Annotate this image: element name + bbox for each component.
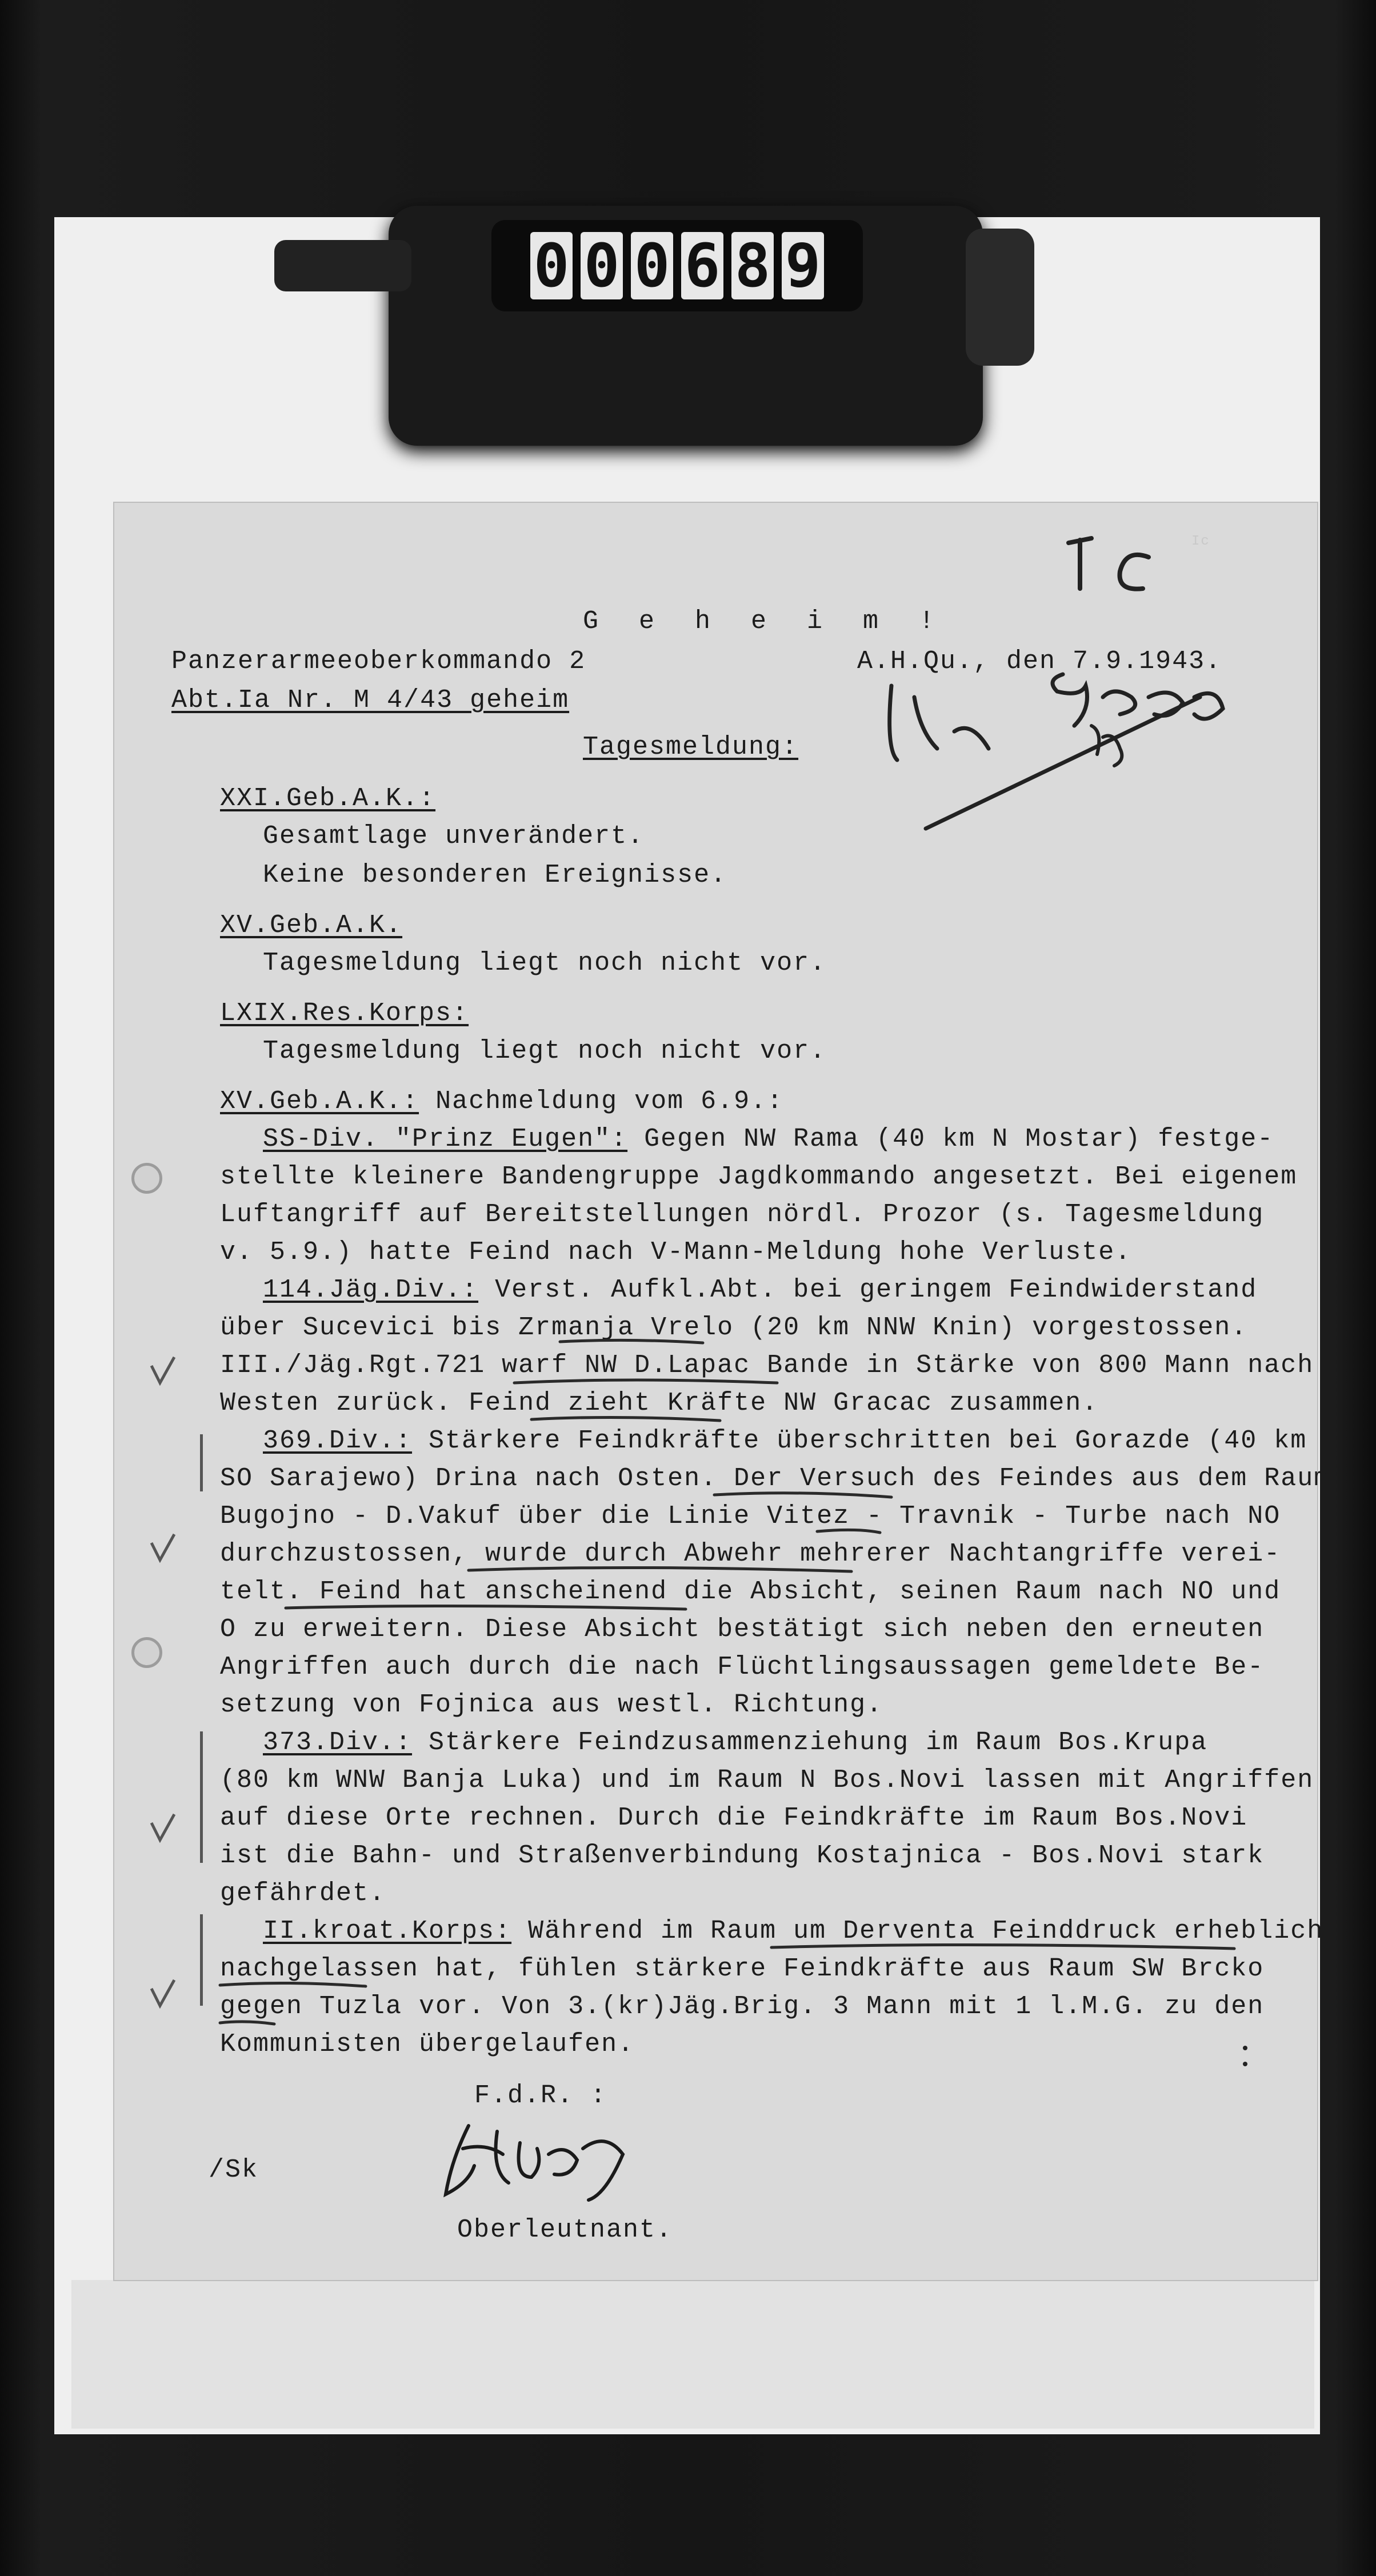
text-line: Angriffen auch durch die nach Flüchtlingsaussagen gemeldete Be- bbox=[220, 1653, 1265, 1682]
counter-digit: 6 bbox=[681, 232, 723, 299]
text-line: über Sucevici bis Zrmanja Vrelo (20 km NNW Knin) vorgestossen. bbox=[220, 1313, 1248, 1342]
section-heading-rest: Nachmeldung vom 6.9.: bbox=[419, 1087, 784, 1116]
text-line: Tagesmeldung liegt noch nicht vor. bbox=[263, 1037, 827, 1066]
text-line: III./Jäg.Rgt.721 warf NW D.Lapac Bande in Stärke von 800 Mann nach bbox=[220, 1351, 1314, 1380]
text-line: durchzustossen, wurde durch Abwehr mehrerer Nachtangriffe verei- bbox=[220, 1539, 1281, 1569]
margin-bracket bbox=[200, 1434, 203, 1491]
handwritten-ic-mark bbox=[1063, 526, 1211, 600]
signatory-rank: Oberleutnant. bbox=[457, 2215, 673, 2245]
text-line: v. 5.9.) hatte Feind nach V-Mann-Meldung hohe Verluste. bbox=[220, 1238, 1132, 1267]
div373-heading: 373.Div.: bbox=[263, 1728, 413, 1757]
text-line: gegen Tuzla vor. Von 3.(kr)Jäg.Brig. 3 Mann mit 1 l.M.G. zu den bbox=[220, 1992, 1265, 2021]
counter-digit: 0 bbox=[530, 232, 573, 299]
text-line: Gegen NW Rama (40 km N Mostar) festge- bbox=[627, 1125, 1274, 1154]
text-line: Stärkere Feindzusammenziehung im Raum Bos.Krupa bbox=[412, 1728, 1208, 1757]
text-line: ist die Bahn- und Straßenverbindung Kostajnica - Bos.Novi stark bbox=[220, 1841, 1265, 1870]
text-line: O zu erweitern. Diese Absicht bestätigt sich neben den erneuten bbox=[220, 1615, 1265, 1644]
counter-knob bbox=[966, 229, 1034, 366]
counter-digit: 9 bbox=[782, 232, 824, 299]
frame-counter-device bbox=[389, 206, 983, 446]
file-reference: Abt.Ia Nr. M 4/43 geheim bbox=[171, 686, 570, 715]
text-line: auf diese Orte rechnen. Durch die Feindkräfte im Raum Bos.Novi bbox=[220, 1803, 1248, 1833]
text-line: Während im Raum um Derventa Feinddruck erheblich bbox=[511, 1917, 1324, 1946]
counter-arm bbox=[274, 240, 411, 291]
issuer-line: Panzerarmeeoberkommando 2 bbox=[171, 647, 586, 676]
div369-line bbox=[263, 1425, 1307, 1457]
section-xv-nachmeldung bbox=[220, 1086, 783, 1118]
check-mark-icon bbox=[149, 1531, 177, 1566]
section-heading-xv2: XV.Geb.A.K.: bbox=[220, 1087, 419, 1116]
text-line: stellte kleinere Bandengruppe Jagdkommando angesetzt. Bei eigenem bbox=[220, 1162, 1298, 1191]
text-line: telt. Feind hat anscheinend die Absicht, seinen Raum nach NO und bbox=[220, 1577, 1281, 1606]
text-line: Kommunisten übergelaufen. bbox=[220, 2030, 635, 2059]
document-title: Tagesmeldung: bbox=[583, 733, 799, 762]
section-heading-xv: XV.Geb.A.K. bbox=[220, 911, 403, 940]
div114-heading: 114.Jäg.Div.: bbox=[263, 1275, 479, 1305]
check-mark-icon bbox=[149, 1354, 177, 1389]
text-line: Gesamtlage unverändert. bbox=[263, 822, 645, 851]
handwritten-signature bbox=[434, 2109, 674, 2206]
section-heading-lxix: LXIX.Res.Korps: bbox=[220, 999, 469, 1028]
check-mark-icon bbox=[149, 1811, 177, 1846]
ss-div-line bbox=[263, 1123, 1274, 1155]
text-line: SO Sarajewo) Drina nach Osten. Der Versuch des Feindes aus dem Raum bbox=[220, 1464, 1331, 1493]
text-line: Verst. Aufkl.Abt. bei geringem Feindwiderstand bbox=[478, 1275, 1258, 1305]
stamp-code: Ic bbox=[1191, 534, 1210, 549]
fdr-line: F.d.R. : bbox=[474, 2081, 607, 2110]
text-line: gefährdet. bbox=[220, 1879, 386, 1908]
scanner-backing-lower bbox=[71, 2280, 1314, 2429]
text-line: (80 km WNW Banja Luka) und im Raum N Bos.Novi lassen mit Angriffen bbox=[220, 1766, 1314, 1795]
text-line: Westen zurück. Feind zieht Kräfte NW Gracac zusammen. bbox=[220, 1389, 1099, 1418]
text-line: nachgelassen hat, fühlen stärkere Feindkräfte aus Raum SW Brcko bbox=[220, 1954, 1265, 1983]
text-line: Stärkere Feindkräfte überschritten bei Gorazde (40 km bbox=[412, 1426, 1307, 1455]
counter-digit: 0 bbox=[631, 232, 673, 299]
handwritten-initials bbox=[874, 663, 1343, 834]
section-heading-xxi: XXI.Geb.A.K.: bbox=[220, 784, 436, 813]
kroat-korps-line bbox=[263, 1915, 1323, 1947]
frame-counter-window bbox=[491, 220, 863, 311]
typist-initials: /Sk bbox=[209, 2155, 259, 2185]
punch-hole bbox=[131, 1637, 162, 1668]
classification-heading: G e h e i m ! bbox=[583, 607, 947, 636]
text-line: Bugojno - D.Vakuf über die Linie Vitez - Travnik - Turbe nach NO bbox=[220, 1502, 1281, 1531]
text-line: Luftangriff auf Bereitstellungen nördl. Prozor (s. Tagesmeldung bbox=[220, 1200, 1265, 1229]
margin-bracket bbox=[200, 1914, 203, 2006]
document-page bbox=[114, 503, 1331, 2280]
margin-bracket bbox=[200, 1731, 203, 1863]
text-line: Keine besonderen Ereignisse. bbox=[263, 861, 727, 890]
counter-digit: 8 bbox=[731, 232, 774, 299]
text-line: setzung von Fojnica aus westl. Richtung. bbox=[220, 1690, 883, 1719]
div369-heading: 369.Div.: bbox=[263, 1426, 413, 1455]
place-date-line: A.H.Qu., den 7.9.1943. bbox=[857, 647, 1222, 676]
punch-hole bbox=[131, 1163, 162, 1194]
counter-digit: 0 bbox=[581, 232, 623, 299]
kroat-korps-heading: II.kroat.Korps: bbox=[263, 1917, 512, 1946]
ss-div-heading: SS-Div. "Prinz Eugen": bbox=[263, 1125, 628, 1154]
div114-line bbox=[263, 1274, 1257, 1306]
div373-line bbox=[263, 1727, 1207, 1759]
text-line: Tagesmeldung liegt noch nicht vor. bbox=[263, 949, 827, 978]
margin-dot bbox=[1243, 2046, 1249, 2074]
check-mark-icon bbox=[149, 1977, 177, 2011]
